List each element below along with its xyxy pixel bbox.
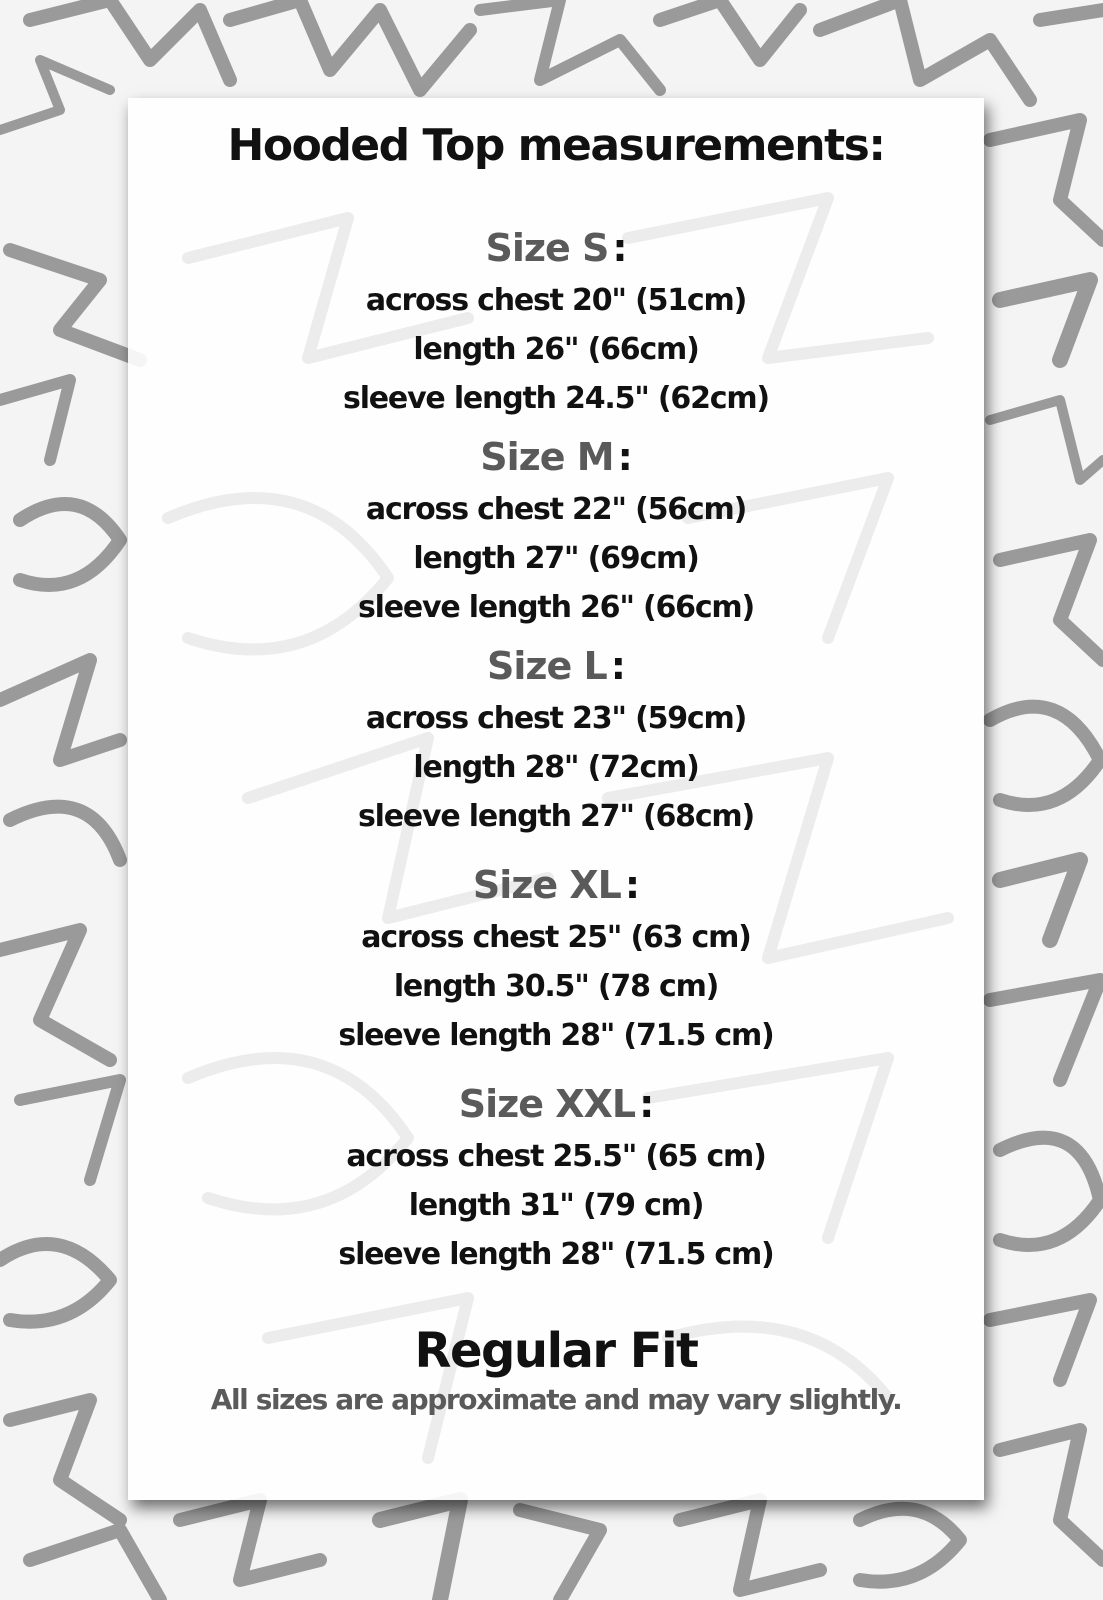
length-measurement: length 28" (72cm) — [413, 750, 699, 785]
sleeve-measurement: sleeve length 28" (71.5 cm) — [338, 1018, 774, 1053]
size-block-m — [128, 435, 984, 632]
size-name: Size M — [480, 435, 614, 479]
size-colon: : — [624, 863, 640, 907]
sleeve-measurement: sleeve length 24.5" (62cm) — [343, 381, 769, 416]
chest-measurement: across chest 23" (59cm) — [365, 701, 747, 736]
size-block-xl — [128, 863, 984, 1060]
length-measurement: length 31" (79 cm) — [408, 1188, 704, 1223]
size-name: Size L — [487, 644, 607, 688]
chest-measurement: across chest 25.5" (65 cm) — [346, 1139, 766, 1174]
disclaimer-note: All sizes are approximate and may vary slightly. — [210, 1383, 902, 1416]
page-title: Hooded Top measurements: — [227, 120, 885, 171]
size-colon: : — [610, 644, 625, 688]
size-heading — [128, 863, 984, 913]
size-colon: : — [639, 1082, 654, 1126]
fit-label: Regular Fit — [414, 1323, 698, 1379]
length-measurement: length 27" (69cm) — [413, 541, 699, 576]
measurements-card — [128, 98, 984, 1500]
size-block-s — [128, 226, 984, 423]
length-measurement: length 26" (66cm) — [413, 332, 699, 367]
chest-measurement: across chest 20" (51cm) — [365, 283, 747, 318]
sleeve-measurement: sleeve length 28" (71.5 cm) — [338, 1237, 774, 1272]
size-heading — [128, 435, 984, 485]
size-block-xxl — [128, 1082, 984, 1279]
size-colon: : — [617, 435, 632, 479]
size-colon: : — [612, 226, 627, 270]
size-heading — [128, 226, 984, 276]
measurements-content — [128, 98, 984, 1500]
chest-measurement: across chest 22" (56cm) — [365, 492, 747, 527]
size-name: Size S — [485, 226, 609, 270]
sleeve-measurement: sleeve length 27" (68cm) — [357, 799, 755, 834]
size-block-l — [128, 644, 984, 841]
size-name: Size XXL — [458, 1082, 636, 1126]
size-heading — [128, 644, 984, 694]
size-heading — [128, 1082, 984, 1132]
length-measurement: length 30.5" (78 cm) — [393, 969, 719, 1004]
sleeve-measurement: sleeve length 26" (66cm) — [357, 590, 755, 625]
chest-measurement: across chest 25" (63 cm) — [361, 920, 751, 955]
size-name: Size XL — [472, 863, 621, 907]
